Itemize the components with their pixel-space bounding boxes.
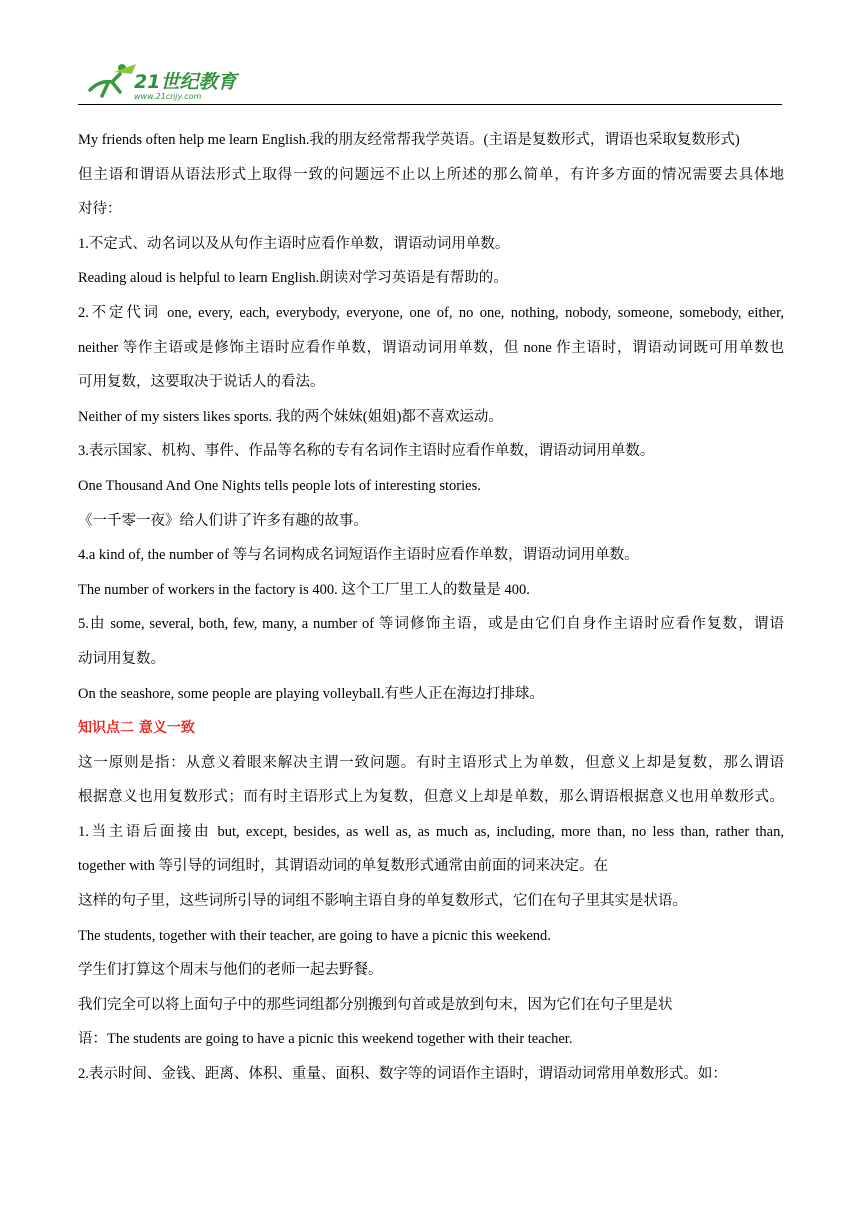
text-line: neither 等作主语或是修饰主语时应看作单数，谓语动词用单数，但 none 作主语时，谓语动词既可用单数也: [78, 339, 784, 356]
text-line: 根据意义也用复数形式；而有时主语形式上为复数，但意义上却是单数，那么谓语根据意义也用单数形式。: [78, 789, 784, 806]
text-line: On the seashore, some people are playing volleyball.有些人正在海边打排球。: [78, 685, 544, 702]
text-line: The number of workers in the factory is 400. 这个工厂里工人的数量是 400.: [78, 581, 530, 598]
text-line: 学生们打算这个周末与他们的老师一起去野餐。: [78, 962, 383, 979]
text-line: 我们完全可以将上面句子中的那些词组都分别搬到句首或是放到句末，因为它们在句子里是状: [78, 996, 673, 1013]
text-line: My friends often help me learn English.我的朋友经常帮我学英语。(主语是复数形式，谓语也采取复数形式): [78, 132, 740, 148]
text-line: 可用复数，这要取决于说话人的看法。: [78, 374, 325, 391]
page-header: [78, 58, 782, 104]
document-body: [78, 123, 784, 1092]
section-heading: 知识点二 意义一致: [78, 720, 195, 737]
runner-icon: [90, 64, 136, 96]
text-line: 1.当主语后面接由 but, except, besides, as well as, as much as, including, more than, no less than, rather than,: [78, 823, 784, 840]
text-line: Neither of my sisters likes sports. 我的两个妹妹(姐姐)都不喜欢运动。: [78, 408, 503, 425]
text-line: 这一原则是指：从意义着眼来解决主谓一致问题。有时主语形式上为单数，但意义上却是复数，那么谓语: [78, 754, 784, 771]
text-line: 4.a kind of, the number of 等与名词构成名词短语作主语时应看作单数，谓语动词用单数。: [78, 547, 639, 564]
text-line: The students, together with their teacher, are going to have a picnic this weekend.: [78, 927, 551, 944]
text-line: 这样的句子里，这些词所引导的词组不影响主语自身的单复数形式，它们在句子里其实是状语。: [78, 893, 687, 910]
text-line: 《一千零一夜》给人们讲了许多有趣的故事。: [78, 512, 368, 529]
text-line: together with 等引导的词组时，其谓语动词的单复数形式通常由前面的词来决定。在: [78, 858, 609, 875]
text-line: 动词用复数。: [78, 650, 165, 667]
text-line: 5.由 some, several, both, few, many, a number of 等词修饰主语，或是由它们自身作主语时应看作复数，谓语: [78, 616, 784, 633]
text-line: 但主语和谓语从语法形式上取得一致的问题远不止以上所述的那么简单，有许多方面的情况需要去具体地: [78, 166, 784, 183]
logo: [86, 60, 266, 102]
text-line: 1.不定式、动名词以及从句作主语时应看作单数，谓语动词用单数。: [78, 235, 510, 252]
text-line: 对待：: [78, 201, 122, 218]
logo-url: www.21cnjy.com: [134, 92, 202, 101]
text-line: 语：The students are going to have a picnic this weekend together with their teacher.: [78, 1031, 573, 1048]
text-line: 2.表示时间、金钱、距离、体积、重量、面积、数字等的词语作主语时，谓语动词常用单数形式。如：: [78, 1066, 727, 1083]
text-line: Reading aloud is helpful to learn English.朗读对学习英语是有帮助的。: [78, 270, 508, 287]
header-divider: [78, 104, 782, 105]
text-line: 2.不定代词 one, every, each, everybody, everyone, one of, no one, nothing, nobody, someone, somebody, either,: [78, 304, 784, 321]
text-line: One Thousand And One Nights tells people lots of interesting stories.: [78, 477, 481, 494]
logo-text: 21世纪教育: [134, 71, 237, 93]
text-line: 3.表示国家、机构、事件、作品等名称的专有名词作主语时应看作单数，谓语动词用单数。: [78, 443, 655, 460]
